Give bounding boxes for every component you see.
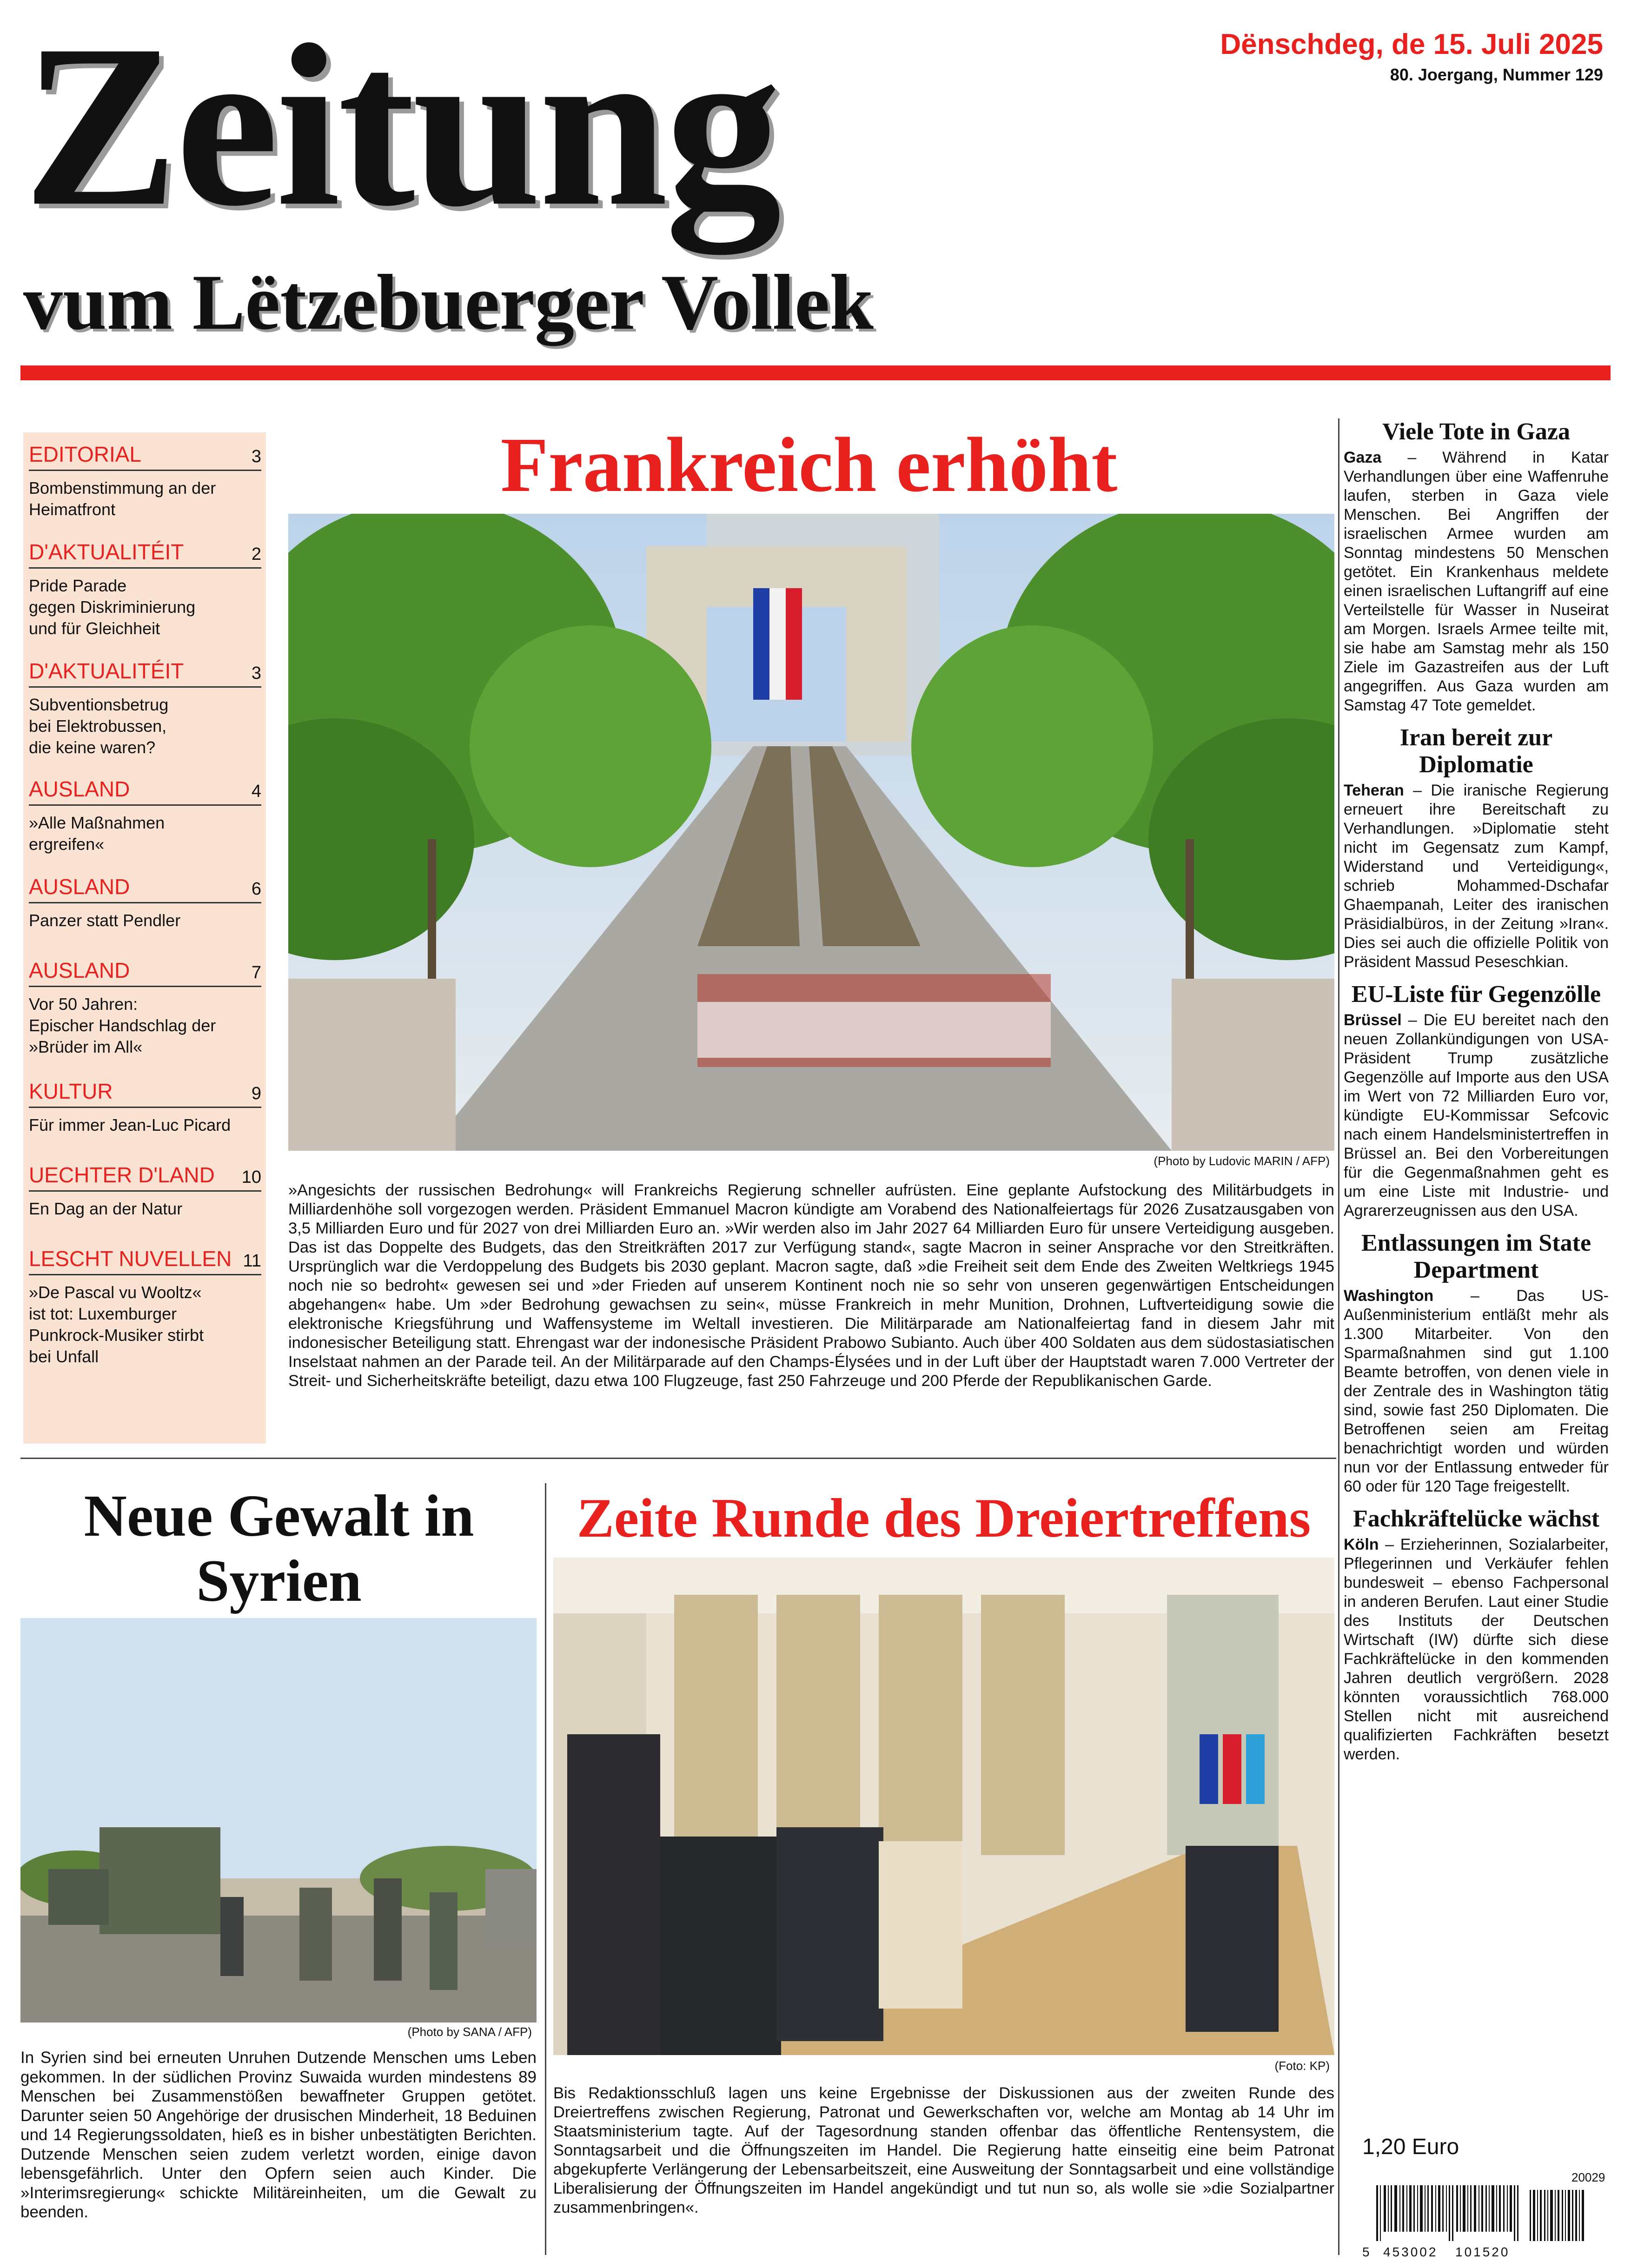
toc-item[interactable] [29,1162,261,1220]
toc-page: 3 [251,663,261,683]
toc-item[interactable] [29,776,261,855]
toc-page: 10 [241,1167,261,1187]
toc-teaser: Vor 50 Jahren: Epischer Handschlag der »Brüder im All« [29,995,216,1056]
barcode-group: 101520 [1455,2245,1510,2259]
brief-title: Iran bereit zur Diplomatie [1399,724,1553,778]
brief-title: Entlassungen im State Department [1361,1230,1591,1283]
parade-photo-illustration [288,514,1334,1151]
brief-dateline: Köln [1344,1536,1379,1553]
toc-item[interactable] [29,658,261,758]
toc-section: UECHTER D'LAND [29,1163,215,1187]
toc-teaser: »De Pascal vu Wooltz« ist tot: Luxemburger Punkrock-Musiker stirbt bei Unfall [29,1283,204,1366]
brief-dateline: Gaza [1344,449,1382,466]
brief-item[interactable] [1344,724,1609,972]
toc-item[interactable] [29,442,261,520]
toc-section: AUSLAND [29,958,130,982]
lead-photo [288,514,1334,1151]
brief-text [1344,1535,1609,1764]
masthead-title: Zeitung [23,0,779,254]
brief-dateline: Brüssel [1344,1011,1402,1029]
toc-item[interactable] [29,1079,261,1136]
brief-text [1344,781,1609,972]
masthead-rule [20,365,1611,380]
brief-title: Fachkräftelücke wächst [1353,1505,1600,1532]
toc-teaser: Für immer Jean-Luc Picard [29,1115,231,1134]
brief-body: – Die EU bereitet nach den neuen Zollankündigungen von USA-Präsident Trump zusätzliche Gegenzölle auf Importe aus den USA im Wert von 72 Milliarden Euro vor, kündigte EU-Kommissar Sefcovic nach einem Handelsministertreffen in Brüssel an. Bei den Vorbereitungen für die Gegenmaßnahmen geht es um eine Liste mit Industrie- und Agrarerzeugnissen aus den USA. [1344,1011,1609,1220]
toc-page: 7 [251,963,261,982]
tripartite-photo [553,1558,1334,2055]
toc-item[interactable] [29,1246,261,1367]
lead-body: »Angesichts der russischen Bedrohung« will Frankreichs Regierung schneller aufrüsten. Eine geplante Aufstockung des Militärbudgets in Milliardenhöhe soll vorgezogen werden. Präsident Emmanuel Macron kündigte am Vorabend des Nationalfeiertags für 2026 Zusatzausgaben von 3,5 Milliarden Euro und für 2027 von drei Milliarden Euro an. »Wir werden also im Jahr 2027 64 Milliarden Euro für unsere Verteidigung ausgeben. Das ist das Doppelte des Budgets, das den Streitkräften 2017 zur Verfügung stand«, sagte Macron in seiner Ansprache vor den Streitkräften. Ursprünglich war die Verdoppelung des Budgets bis 2030 geplant. Macron sagte, daß »die Freiheit seit dem Ende des Zweiten Weltkriegs 1945 noch nie so bedroht« gewesen sei und »der Frieden auf unserem Kontinent noch nie so sehr von unseren gegenwärtigen Entscheidungen abgehangen« habe. Um »der Bedrohung gewachsen zu sein«, müsse Frankreich in mehr Munition, Drohnen, Luftverteidigung sowie die elektronische Kriegsführung und Waffensysteme im Weltall investieren. Die Militärparade am Nationalfeiertag fand in diesem Jahr mit indonesischer Beteiligung statt. Ehrengast war der indonesische Präsident Prabowo Subianto. Auch über 400 Soldaten aus dem südostasiatischen Inselstaat nahmen an der Parade teil. An der Militärparade auf den Champs-Élysées und in der Luft über der Hauptstadt waren 7.000 Vertreter der Streit- und Sicherheitskräfte beteiligt, dazu etwa 100 Flugzeuge, fast 250 Fahrzeuge und 200 Pferde der Republikanischen Garde. [288,1181,1334,1390]
column-divider [1338,418,1339,2255]
barcode-group: 453002 [1383,2245,1438,2259]
barcode-icon [1372,2185,1604,2243]
toc-teaser: Subventionsbetrug bei Elektrobussen, die keine waren? [29,695,169,757]
toc-section: D'AKTUALITÉIT [29,659,184,683]
brief-text [1344,1011,1609,1220]
toc-teaser: En Dag an der Natur [29,1199,183,1218]
brief-item[interactable] [1344,1505,1609,1764]
syria-headline[interactable]: Neue Gewalt in Syrien [84,1483,474,1614]
brief-item[interactable] [1344,981,1609,1220]
toc-page: 4 [251,782,261,801]
lead-photo-credit: (Photo by Ludovic MARIN / AFP) [1154,1154,1330,1168]
toc-item[interactable] [29,958,261,1058]
brief-title: EU-Liste für Gegenzölle [1351,981,1601,1008]
price: 1,20 Euro [1362,2135,1459,2159]
masthead-subtitle: vum Lëtzebuerger Vollek [23,259,874,346]
barcode-digit: 5 [1362,2245,1370,2259]
toc-teaser: Bombenstimmung an der Heimatfront [29,478,216,519]
toc-section: AUSLAND [29,777,130,801]
news-briefs [1344,418,1609,1773]
toc-page: 6 [251,879,261,899]
brief-item[interactable] [1344,418,1609,715]
brief-text [1344,448,1609,715]
toc-teaser: Panzer statt Pendler [29,911,181,930]
table-of-contents [23,432,266,1444]
barcode [1372,2185,1604,2243]
syria-body: In Syrien sind bei erneuten Unruhen Dutzende Menschen ums Leben gekommen. In der südlichen Provinz Suwaida wurden mindestens 89 Menschen bei Zusammenstößen bewaffneter Gruppen getötet. Darunter seien 50 Angehörige der drusischen Minderheit, 18 Beduinen und 14 Regierungssoldaten, hieß es in bisher unbestätigten Berichten. Dutzende Menschen seien zudem verletzt worden, einige davon lebensgefährlich. Unter den Opfern seien auch Kinder. Die »Interimsregierung« schickte Militäreinheiten, um die Gewalt zu beenden. [20,2049,537,2221]
tripartite-photo-credit: (Foto: KP) [1274,2059,1330,2073]
toc-section: LESCHT NUVELLEN [29,1247,232,1271]
syria-photo-credit: (Photo by SANA / AFP) [407,2025,532,2039]
lead-headline[interactable]: Frankreich erhöht [500,422,1118,508]
barcode-addon-number: 20029 [1571,2170,1605,2184]
tripartite-headline[interactable]: Zeite Runde des Dreiertreffens [577,1487,1311,1549]
toc-item[interactable] [29,874,261,931]
toc-page: 11 [243,1251,261,1271]
toc-page: 3 [251,447,261,466]
toc-teaser: Pride Parade gegen Diskriminierung und für Gleichheit [29,576,196,638]
toc-item[interactable] [29,539,261,639]
syria-photo [20,1618,537,2023]
issue-date: Dënschdeg, de 15. Juli 2025 [1220,28,1603,60]
brief-title: Viele Tote in Gaza [1382,418,1570,445]
tripartite-body: Bis Redaktionsschluß lagen uns keine Ergebnisse der Diskussionen aus der zweiten Runde des Dreiertreffens zwischen Regierung, Patronat und Gewerkschaften vor, welche am Montag ab 14 Uhr im Staatsministerium tagte. Auf der Tagesordnung standen offenbar das öffentliche Rentensystem, die Sonntagsarbeit und die Öffnungszeiten im Handel. Die Regierung hatte einseitig eine beim Patronat abgekupferte Verlängerung der Lebensarbeitszeit, eine Ausweitung der Sonntagsarbeit und eine vollständige Liberalisierung der Öffnungszeiten im Handel angekündigt und tut nun so, als wolle sie »die Sozialpartner zusammenbringen«. [553,2084,1334,2216]
meeting-photo-illustration [553,1558,1334,2055]
toc-section: D'AKTUALITÉIT [29,540,184,564]
brief-text [1344,1287,1609,1496]
issue-number: 80. Joergang, Nummer 129 [1390,65,1603,84]
brief-dateline: Teheran [1344,782,1404,799]
toc-page: 2 [251,544,261,564]
section-divider [20,1458,1336,1459]
brief-body: – Erzieherinnen, Sozialarbeiter, Pflegerinnen und Verkäufer fehlen bundesweit – ebenso Fachpersonal in anderen Berufen. Laut einer Studie des Instituts der Deutschen Wirtschaft (IW) dürfte sich diese Fachkräftelücke in den kommenden Jahren deutlich vergrößern. 2028 könnten voraussichtlich 768.000 Stellen nicht mit ausreichend qualifizierten Fachkräften besetzt werden. [1344,1536,1609,1763]
brief-body: – Das US-Außenministerium entläßt mehr als 1.300 Mitarbeiter. Von den Sparmaßnahmen sind gut 1.100 Beamte betroffen, von denen viele in der Zentrale des in Washington tätig sind, sowie fast 250 Diplomaten. Die Betroffenen seien am Freitag benachrichtigt worden und würden nun vor der Entlassung entweder für 60 oder für 120 Tage freigestellt. [1344,1287,1609,1495]
toc-page: 9 [251,1084,261,1103]
toc-section: KULTUR [29,1079,113,1103]
brief-dateline: Washington [1344,1287,1434,1305]
toc-teaser: »Alle Maßnahmen ergreifen« [29,813,165,854]
brief-body: – Die iranische Regierung erneuert ihre Bereitschaft zu Verhandlungen. »Diplomatie steht nicht im Gegensatz zum Kampf, Widerstand und Verteidigung«, schrieb Mohammed-Dschafar Ghaempanah, Leiter des iranischen Präsidialbüros, in der Zeitung »Iran«. Dies sei auch die offizielle Politik von Präsident Massud Peseschkian. [1344,782,1609,971]
brief-item[interactable] [1344,1230,1609,1496]
toc-section: EDITORIAL [29,442,141,466]
convoy-photo-illustration [20,1618,537,2023]
brief-body: – Während in Katar Verhandlungen über eine Waffenruhe laufen, sterben in Gaza viele Menschen. Bei Angriffen der israelischen Armee wurden am Sonntag mindestens 50 Menschen getötet. Ein Krankenhaus meldete einen israelischen Luftangriff auf eine Verteilstelle für Wasser in Nuseirat am Morgen. Israels Armee teilte mit, sie habe am Samstag mehr als 150 Ziele im Gazastreifen aus der Luft angegriffen. Aus Gaza wurden am Samstag 47 Tote gemeldet. [1344,449,1609,714]
column-divider [545,1483,546,2255]
toc-section: AUSLAND [29,875,130,899]
